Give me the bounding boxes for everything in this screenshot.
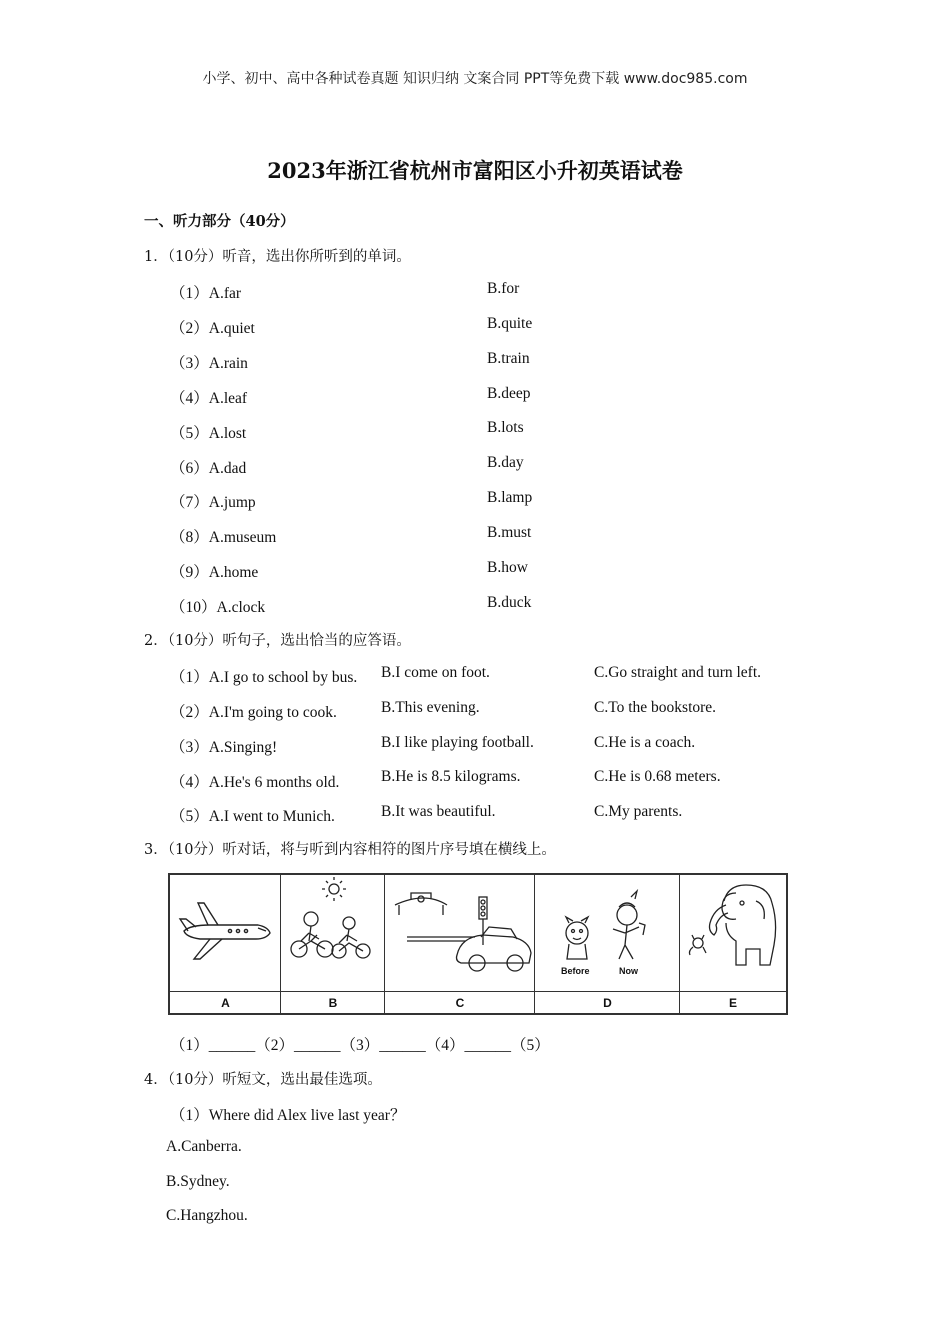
q2-option-b: B.He is 8.5 kilograms. [381,768,521,785]
q1-option-b: B.train [487,350,530,367]
picture-label-b: B [328,996,338,1010]
page-title: 2023年浙江省杭州市富阳区小升初英语试卷 [267,158,683,183]
q1-option-a: （1）A.far [170,285,242,302]
q2-option-b: B.I come on foot. [381,664,490,681]
q2-option-b: B.It was beautiful. [381,803,496,820]
question-2-prompt: 2．（10分）听句子，选出恰当的应答语。 [144,633,411,649]
q1-option-a: （8）A.museum [170,529,277,546]
q1-option-b: B.day [487,454,524,471]
q2-option-c: C.He is a coach. [594,734,696,751]
elephant-mouse-illustration [680,875,786,989]
q1-option-a: （6）A.dad [170,460,247,477]
question-3-prompt: 3．（10分）听对话，将与听到内容相符的图片序号填在横线上。 [144,842,556,858]
q2-option-b: B.This evening. [381,699,480,716]
q1-option-b: B.lamp [487,489,533,506]
q1-option-a: （7）A.jump [170,494,256,511]
question-4-prompt: 4．（10分）听短文，选出最佳选项。 [144,1072,382,1088]
traffic-car-illustration [385,875,533,989]
q2-option-c: C.To the bookstore. [594,699,717,716]
before-now-illustration [535,875,678,989]
q2-option-c: C.He is 0.68 meters. [594,768,721,785]
q1-option-b: B.duck [487,594,532,611]
q2-option-a: （1）A.I go to school by bus. [170,669,358,686]
q1-option-a: （4）A.leaf [170,390,248,407]
q2-option-a: （4）A.He's 6 months old. [170,774,340,791]
before-label: Before [561,966,590,976]
q2-option-a: （2）A.I'm going to cook. [170,704,337,721]
q4-option: B.Sydney. [166,1173,230,1190]
q2-option-a: （3）A.Singing! [170,739,278,756]
q1-option-a: （2）A.quiet [170,320,255,337]
q1-option-b: B.for [487,280,520,297]
q4-option: A.Canberra. [166,1138,242,1155]
picture-label-a: A [221,996,230,1010]
q1-option-b: B.deep [487,385,531,402]
q2-option-c: C.My parents. [594,803,683,820]
q1-option-a: （10）A.clock [170,599,266,616]
q4-question: （1）Where did Alex live last year？ [170,1107,406,1124]
q1-option-a: （5）A.lost [170,425,247,442]
picture-label-c: C [455,996,465,1010]
picture-label-e: E [728,996,737,1010]
q1-option-b: B.lots [487,419,524,436]
now-label: Now [619,966,638,976]
q4-option: C.Hangzhou. [166,1207,248,1224]
q1-option-b: B.quite [487,315,533,332]
q2-option-c: C.Go straight and turn left. [594,664,762,681]
q1-option-a: （9）A.home [170,564,259,581]
q1-option-b: B.must [487,524,532,541]
q1-option-b: B.how [487,559,528,576]
site-banner: 小学、初中、高中各种试卷真题 知识归纳 文案合同 PPT等免费下载 www.doc985.com [202,71,748,87]
bicycle-kids-illustration [281,875,383,989]
section-heading: 一、听力部分（40分） [144,213,295,230]
q1-option-a: （3）A.rain [170,355,248,372]
answer-blanks: （1）______（2）______（3）______（4）______（5） [170,1037,550,1054]
picture-label-row [170,991,786,1014]
picture-label-d: D [603,996,612,1010]
airplane-illustration [170,875,279,989]
q2-option-a: （5）A.I went to Munich. [170,808,335,825]
picture-table [168,873,788,1015]
question-1-prompt: 1．（10分）听音，选出你所听到的单词。 [144,249,411,265]
q2-option-b: B.I like playing football. [381,734,534,751]
